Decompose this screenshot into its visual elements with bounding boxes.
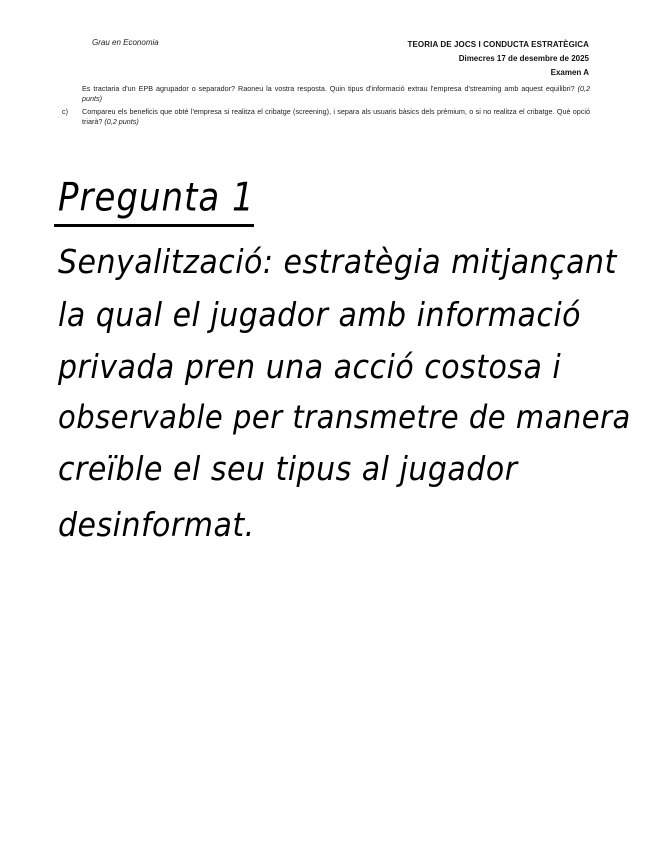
exam-date: Dimecres 17 de desembre de 2025 <box>458 54 589 63</box>
subject-title: TEORIA DE JOCS I CONDUCTA ESTRATÈGICA <box>407 40 589 49</box>
answer-line: Senyalització: estratègia mitjançant <box>58 243 617 282</box>
question-text: Compareu els beneficis que obté l'empresa si realitza el cribatge (screening), i separa als usuaris bàsics dels prèmium, o si no realitza el cribatge. Què opció triarà? <box>82 107 590 126</box>
answer-title: Pregunta 1 <box>58 175 255 221</box>
answer-line: la qual el jugador amb informació <box>58 296 582 335</box>
question-text: Es tractaria d'un EPB agrupador o separador? Raoneu la vostra resposta. Quin tipus d'informació extrau l'empresa d'streaming amb aquest equilibri? <box>82 84 575 93</box>
answer-line: observable per transmetre de manera <box>58 398 631 436</box>
answer-line: privada pren una acció costosa i <box>58 348 562 387</box>
title-underline <box>54 224 254 227</box>
question-points: (0,2 punts) <box>104 117 139 126</box>
answer-line: creïble el seu tipus al jugador <box>58 450 518 489</box>
answer-line: desinformat. <box>58 506 255 545</box>
question-points: (0,2 punts) <box>82 84 590 103</box>
exam-version: Examen A <box>550 68 589 77</box>
question-mark: c) <box>62 107 68 116</box>
course-name: Grau en Economia <box>92 38 159 47</box>
